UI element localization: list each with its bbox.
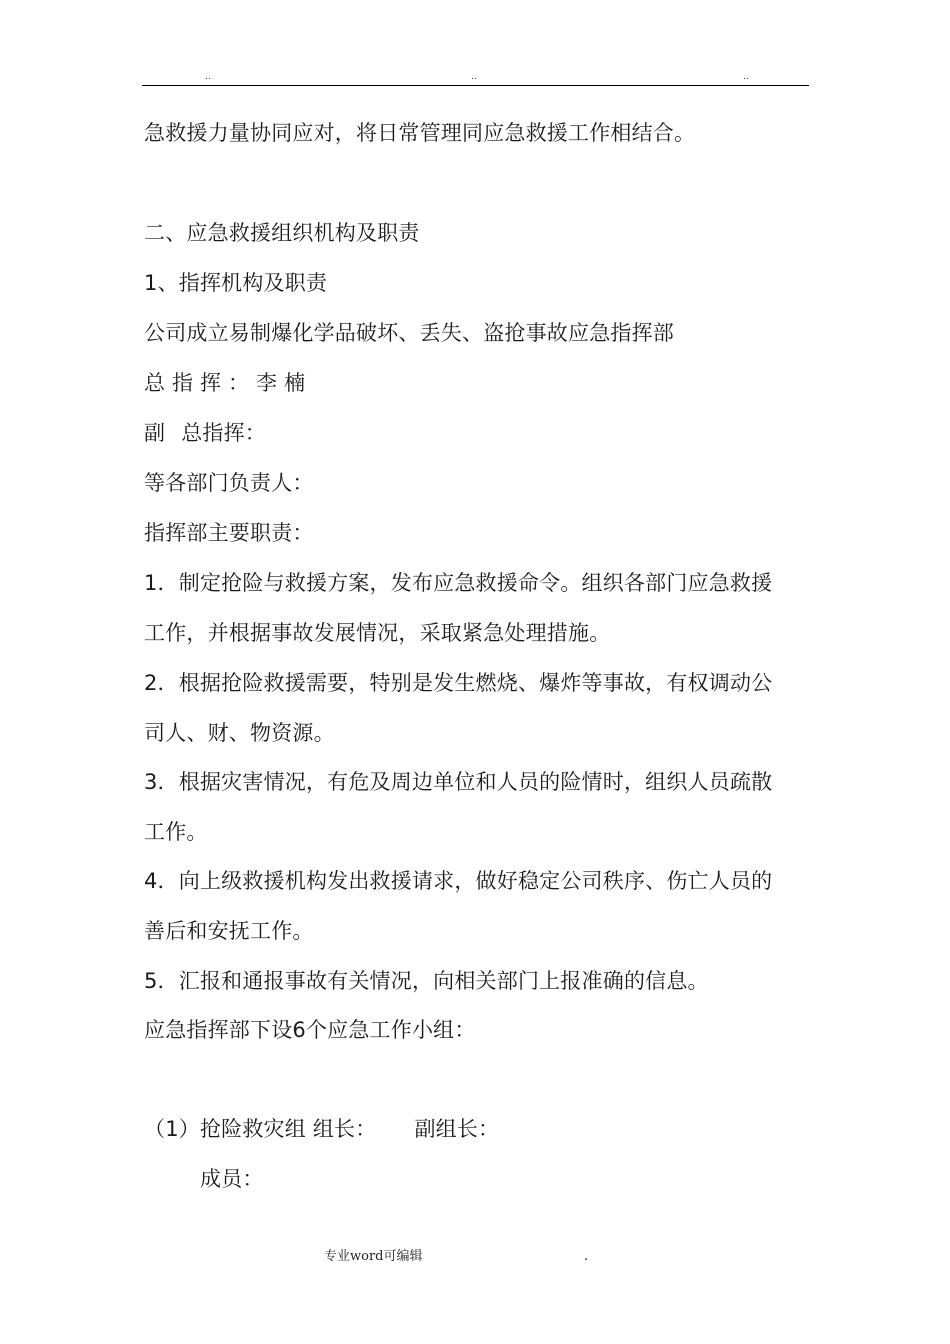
groups-intro: 应急指挥部下设6个应急工作小组：	[144, 1018, 476, 1042]
commander-name: 李 楠	[256, 371, 306, 395]
duty-4-line-1: 4．向上级救援机构发出救援请求，做好稳定公司秩序、伤亡人员的	[144, 869, 773, 893]
group-1-line	[144, 1114, 499, 1144]
deputy-commander-line	[144, 418, 266, 448]
header-mark-right: ..	[743, 72, 749, 82]
deputy-label-b: 总指挥：	[181, 421, 267, 445]
group-1-deputy-label: 副组长：	[414, 1117, 500, 1141]
duty-5-line: 5．汇报和通报事故有关情况，向相关部门上报准确的信息。	[144, 969, 709, 993]
footer-label: 专业word可编辑	[324, 1249, 423, 1264]
commander-line	[144, 368, 305, 398]
command-intro: 公司成立易制爆化学品破坏、丢失、盗抢事故应急指挥部	[144, 321, 674, 345]
group-1-members-label: 成员：	[200, 1167, 264, 1191]
duty-3-line-2: 工作。	[144, 820, 208, 844]
subsection-heading: 1、指挥机构及职责	[144, 271, 328, 295]
duty-3-line-1: 3．根据灾害情况，有危及周边单位和人员的险情时，组织人员疏散	[144, 770, 773, 794]
duty-1-line-1: 1．制定抢险与救援方案，发布应急救援命令。组织各部门应急救援	[144, 571, 773, 595]
group-1-title: （1）抢险救灾组 组长：	[144, 1117, 377, 1141]
department-heads-line: 等各部门负责人：	[144, 471, 314, 495]
commander-label: 总指挥：	[144, 371, 256, 395]
header-mark-left: ..	[205, 72, 211, 82]
duty-1-line-2: 工作，并根据事故发展情况，采取紧急处理措施。	[144, 621, 611, 645]
duty-2-line-1: 2．根据抢险救援需要，特别是发生燃烧、爆炸等事故，有权调动公	[144, 671, 773, 695]
duty-2-line-2: 司人、财、物资源。	[144, 721, 335, 745]
header-mark-center: ..	[471, 72, 477, 82]
footer-dot: .	[584, 1249, 589, 1264]
section-heading: 二、应急救援组织机构及职责	[144, 221, 420, 245]
paragraph-continuation: 急救援力量协同应对，将日常管理同应急救援工作相结合。	[144, 121, 696, 145]
duties-heading: 指挥部主要职责：	[144, 521, 314, 545]
deputy-label-a: 副	[144, 421, 166, 445]
header-rule	[142, 85, 809, 86]
duty-4-line-2: 善后和安抚工作。	[144, 919, 314, 943]
